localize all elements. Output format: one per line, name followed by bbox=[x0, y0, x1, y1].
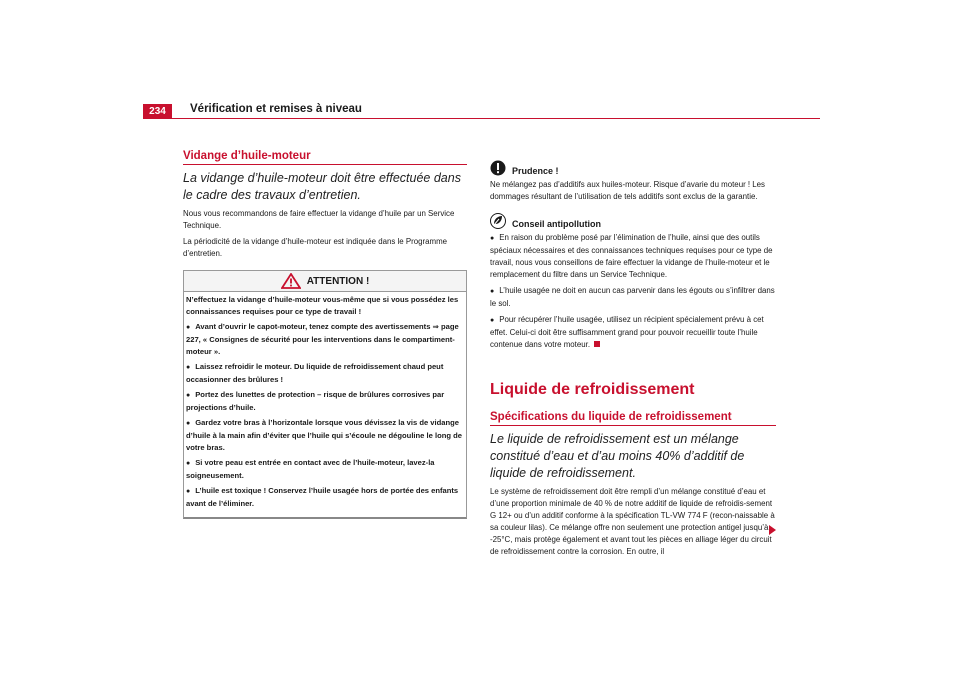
page-number: 234 bbox=[143, 104, 172, 119]
caution-header bbox=[490, 160, 776, 176]
eco-header bbox=[490, 213, 776, 229]
paragraph-coolant: Le système de refroidissement doit être rempli d’un mélange constitué d’eau et d’une proportion minimale de 40 % de notre additif de liquide de refroidis-sement G 12+ ou d’un additif conforme à la spécification TL-VW 774 F (recon-naissable à sa couleur lilas). Ce mélange offre non seulement une protection antigel jusqu’à -25°C, mais protège également et avant tout les pièces en alliage léger du circuit de refroidissement contre la corrosion. En outre, il bbox=[490, 487, 775, 556]
eco-title: Conseil antipollution bbox=[512, 219, 601, 229]
eco-item-text: ● Pour récupérer l’huile usagée, utilisez un récipient spécialement prévu à cet effet. Celui-ci doit être suffisamment grand pour pouvoir recueillir toute l’huile contenue dans votre moteur. bbox=[490, 315, 764, 349]
eco-item: ● L’huile usagée ne doit en aucun cas parvenir dans les égouts ou s’infiltrer dans le sol. bbox=[490, 285, 776, 310]
warning-box bbox=[183, 270, 467, 519]
warning-triangle-icon bbox=[281, 273, 301, 289]
warning-item: ● Si votre peau est entrée en contact avec de l’huile-moteur, lavez-la soigneusement. bbox=[186, 457, 464, 482]
warning-item: ● Avant d’ouvrir le capot-moteur, tenez compte des avertissements ⇒ page 227, « Consignes de sécurité pour les interventions dans le compartiment-moteur ». bbox=[186, 321, 464, 358]
caution-text: Ne mélangez pas d’additifs aux huiles-moteur. Risque d’avarie du moteur ! Les dommages résultant de l’utilisation de tels additifs sont exclus de la garantie. bbox=[490, 180, 766, 201]
paragraph: Nous vous recommandons de faire effectuer la vidange d’huile par un Service Technique. bbox=[183, 209, 455, 230]
eco-item-last bbox=[490, 314, 776, 351]
right-column bbox=[490, 160, 776, 562]
sub-heading-coolant-spec: Spécifications du liquide de refroidissement bbox=[490, 411, 776, 426]
warning-item: ● Laissez refroidir le moteur. Du liquide de refroidissement chaud peut occasionner des brûlures ! bbox=[186, 361, 464, 386]
eco-item: ● En raison du problème posé par l’élimination de l’huile, ainsi que des outils spéciaux nécessaires et des connaissances techniques requises pour ce type de travail, nous vous conseillons de faire effectuer la vidange de l’huile-moteur et le remplacement du filtre dans un Service Technique. bbox=[490, 232, 776, 281]
lead-coolant: Le liquide de refroidissement est un mélange constitué d’eau et d’au moins 40% d’additif de liquide de refroidissement. bbox=[490, 432, 745, 480]
warning-header bbox=[184, 271, 466, 292]
paragraph: La périodicité de la vidange d’huile-moteur est indiquée dans le Programme d’entretien. bbox=[183, 237, 448, 258]
warning-title: ATTENTION ! bbox=[306, 275, 370, 287]
warning-item: ● L’huile est toxique ! Conservez l’huile usagée hors de portée des enfants avant de l’éliminer. bbox=[186, 485, 464, 510]
continue-arrow-icon bbox=[769, 525, 776, 535]
warning-item: ● Gardez votre bras à l’horizontale lorsque vous dévissez la vis de vidange d’huile à la main afin d’éviter que l’huile qui s’écoule ne dégouline le long de votre bras. bbox=[186, 417, 464, 454]
warning-item: ● Portez des lunettes de protection – risque de brûlures corrosives par projections d’huile. bbox=[186, 389, 464, 414]
lead-oil-change: La vidange d’huile-moteur doit être effectuée dans le cadre des travaux d’entretien. bbox=[183, 171, 461, 202]
environment-leaf-icon bbox=[490, 213, 506, 229]
section-heading-oil-change: Vidange d’huile-moteur bbox=[183, 150, 467, 165]
warning-body bbox=[184, 292, 466, 517]
end-of-section-marker bbox=[594, 341, 600, 347]
section-title-coolant: Liquide de refroidissement bbox=[490, 381, 695, 398]
header-rule bbox=[172, 118, 820, 119]
warning-intro: N’effectuez la vidange d’huile-moteur vous-même que si vous possédez les connaissances requises pour ce type de travail ! bbox=[186, 295, 459, 316]
caution-exclamation-icon bbox=[490, 160, 506, 176]
running-title: Vérification et remises à niveau bbox=[190, 103, 362, 115]
caution-title: Prudence ! bbox=[512, 166, 559, 176]
left-column bbox=[183, 150, 467, 519]
